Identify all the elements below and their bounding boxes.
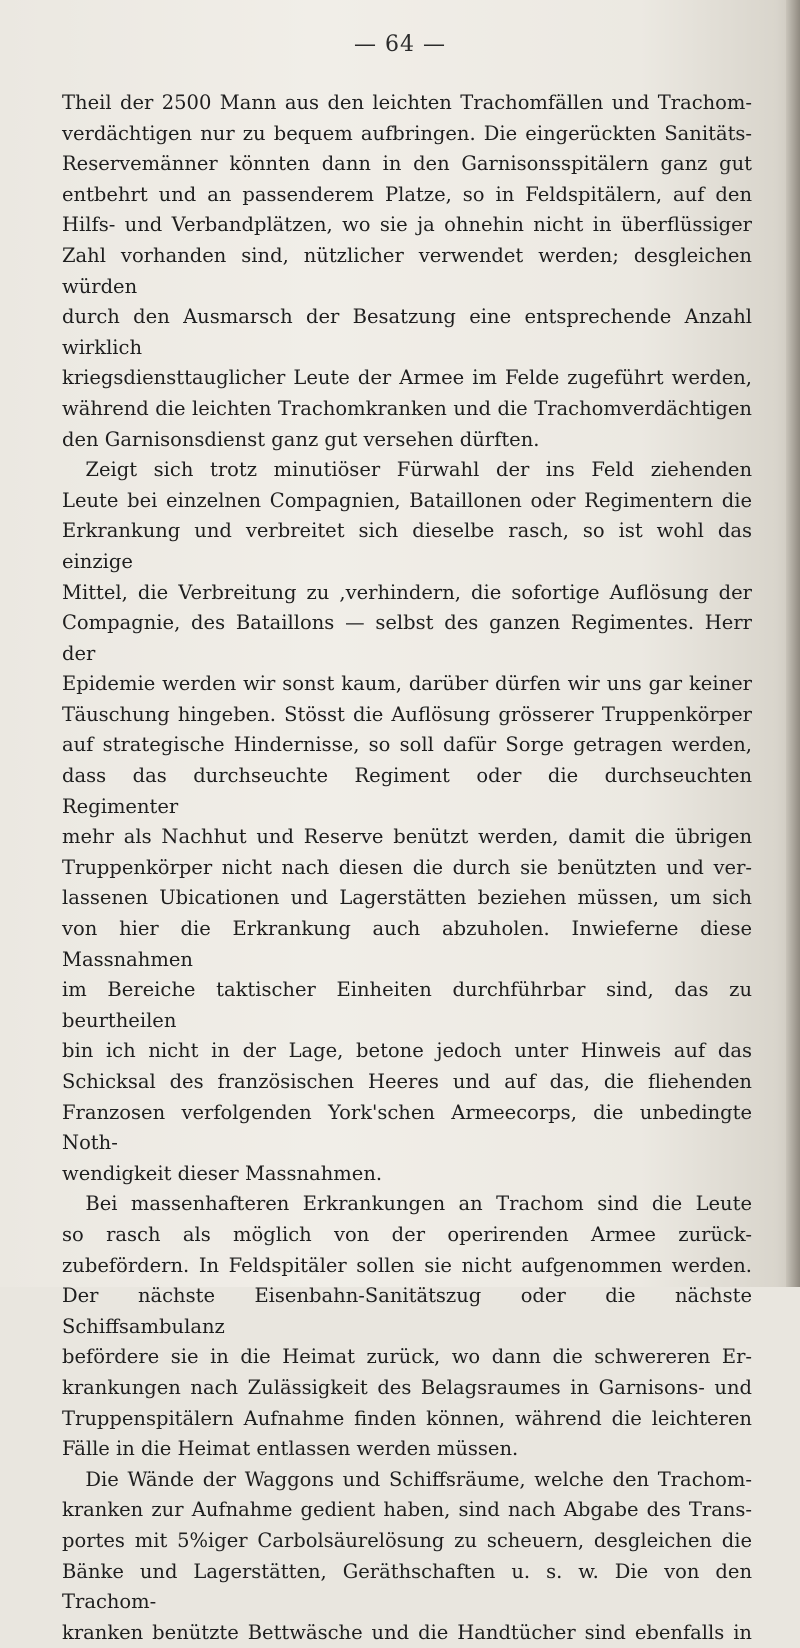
text-line: Erkrankung und verbreitet sich dieselbe rasch, so ist wohl das einzige [62,519,752,573]
text-line: kranken zur Aufnahme gedient haben, sind nach Abgabe des Trans- [62,1498,752,1522]
text-line: Bänke und Lagerstätten, Geräthschaften u. s. w. Die von den Trachom- [62,1559,752,1614]
text-line: Die Wände der Waggons und Schiffsräume, welche den Trachom- [85,1467,752,1491]
text-line: von hier die Erkrankung auch abzuholen. Inwieferne diese Massnahmen [62,917,752,971]
text-line: im Bereiche taktischer Einheiten durchführbar sind, das zu beurtheilen [62,978,752,1032]
text-line: bin ich nicht in der Lage, betone jedoch unter Hinweis auf das [62,1039,752,1063]
text-line: Franzosen verfolgenden York'schen Armeecorps, die unbedingte Noth- [62,1100,752,1155]
text-line: Theil der 2500 Mann aus den leichten Trachomfällen und Trachom- [62,91,752,114]
text-line: Truppenspitälern Aufnahme finden können, während die leichteren [62,1406,752,1430]
text-line: lassenen Ubicationen und Lagerstätten beziehen müssen, um sich [62,886,752,910]
text-line: Hilfs- und Verbandplätzen, wo sie ja ohnehin nicht in überflüssiger [62,213,752,237]
text-line: so rasch als möglich von der operirenden Armee zurück- [62,1222,752,1246]
text-line: Mittel, die Verbreitung zu ,verhindern, die sofortige Auflösung der [62,580,752,604]
text-line: Fälle in die Heimat entlassen werden müssen. [62,1437,519,1461]
text-line: Schicksal des französischen Heeres und auf das, die fliehenden [62,1070,752,1093]
text-line: verdächtigen nur zu bequem aufbringen. Die eingerückten Sanitäts- [62,121,752,145]
text-line: mehr als Nachhut und Reserve benützt werden, damit die übrigen [62,825,752,849]
text-line: auf strategische Hindernisse, so soll dafür Sorge getragen werden, [62,733,752,757]
text-line: dass das durchseuchte Regiment oder die durchseuchten Regimenter [62,764,752,818]
text-line: zubefördern. In Feldspitäler sollen sie nicht aufgenommen werden. [62,1253,752,1277]
text-line: Bei massenhafteren Erkrankungen an Trachom sind die Leute [85,1192,752,1216]
book-spine-edge [786,0,800,1287]
text-line: durch den Ausmarsch der Besatzung eine entsprechende Anzahl wirklich [62,305,752,359]
text-line: Zahl vorhanden sind, nützlicher verwendet werden; desgleichen würden [62,243,752,298]
text-line: während die leichten Trachomkranken und die Trachomverdächtigen [62,396,752,420]
text-line: krankungen nach Zulässigkeit des Belagsraumes in Garnisons- und [62,1375,752,1399]
text-line: den Garnisonsdienst ganz gut versehen dürften. [62,427,540,451]
text-line: Zeigt sich trotz minutiöser Fürwahl der ins Feld ziehenden [85,458,752,482]
text-line: wendigkeit dieser Massnahmen. [62,1161,383,1185]
text-line: Epidemie werden wir sonst kaum, darüber dürfen wir uns gar keiner [62,672,752,696]
text-line: Der nächste Eisenbahn-Sanitätszug oder die nächste Schiffsambulanz [62,1284,752,1338]
page-number: — 64 — [354,32,446,57]
text-line: kranken benützte Bettwäsche und die Handtücher sind ebenfalls in [62,1620,752,1644]
text-line: Reservemänner könnten dann in den Garnisonsspitälern ganz gut [62,152,752,176]
text-line: portes mit 5%iger Carbolsäurelösung zu scheuern, desgleichen die [62,1528,752,1552]
text-line: Täuschung hingeben. Stösst die Auflösung grösserer Truppenkörper [62,702,752,726]
text-line: Compagnie, des Bataillons — selbst des ganzen Regimentes. Herr der [62,611,752,665]
text-line: befördere sie in die Heimat zurück, wo dann die schwereren Er- [62,1345,752,1369]
text-line: entbehrt und an passenderem Platze, so in Feldspitälern, auf den [62,182,752,206]
body-text [62,88,752,1648]
text-line: Leute bei einzelnen Compagnien, Bataillonen oder Regimentern die [62,488,752,512]
text-line: kriegsdiensttauglicher Leute der Armee im Felde zugeführt werden, [62,366,752,390]
text-line: Truppenkörper nicht nach diesen die durch sie benützten und ver- [62,855,752,879]
